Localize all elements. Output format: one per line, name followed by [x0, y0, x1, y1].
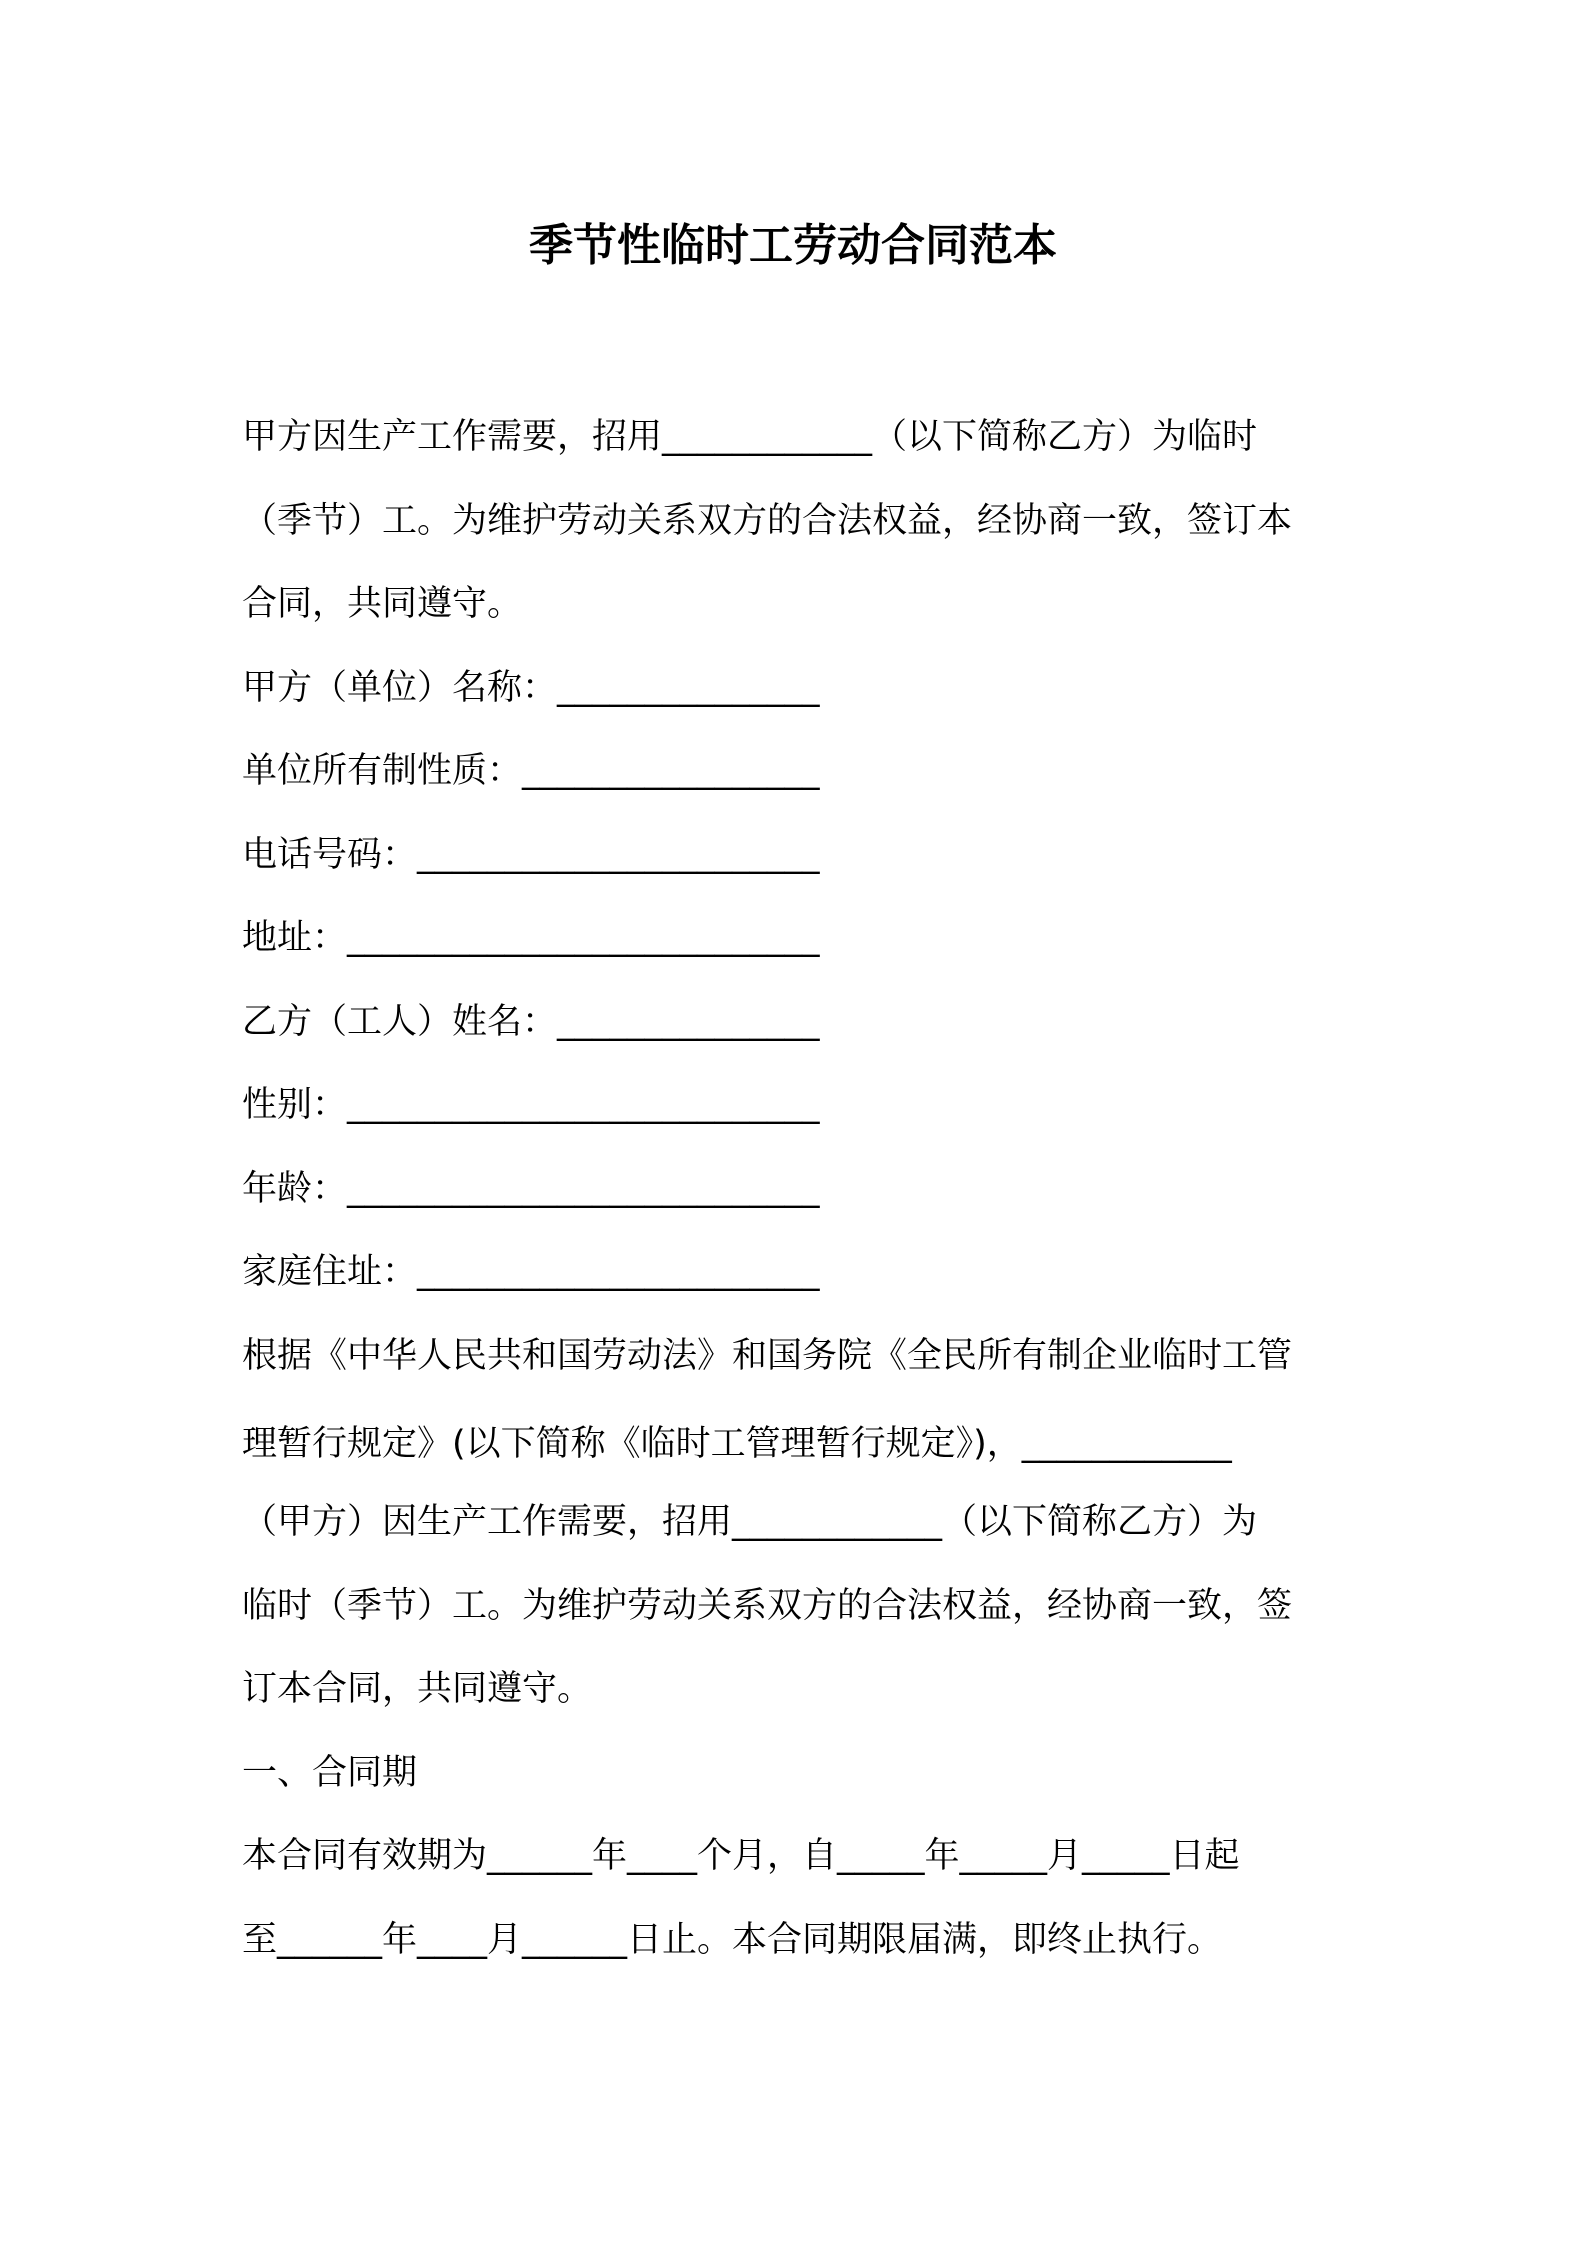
field-phone: 电话号码：_______________________: [242, 835, 820, 875]
field-gender: 性别：___________________________: [242, 1085, 820, 1125]
section-heading: 一、合同期: [242, 1753, 418, 1793]
field-party-a-name: 甲方（单位）名称：_______________: [242, 668, 820, 708]
paragraph-line: 理暂行规定》(以下简称《临时工管理暂行规定》)，____________: [242, 1424, 1232, 1464]
paragraph-line: 本合同有效期为______年____个月，自_____年_____月_____日起: [242, 1836, 1240, 1876]
field-age: 年龄：___________________________: [242, 1169, 820, 1209]
paragraph-line: 甲方因生产工作需要，招用____________（以下简称乙方）为临时: [242, 417, 1258, 457]
document-title: 季节性临时工劳动合同范本: [529, 220, 1057, 271]
paragraph-line: （季节）工。为维护劳动关系双方的合法权益，经协商一致，签订本: [242, 501, 1293, 541]
paragraph-line: （甲方）因生产工作需要，招用____________（以下简称乙方）为: [242, 1502, 1258, 1542]
field-party-b-name: 乙方（工人）姓名：_______________: [242, 1002, 820, 1042]
paragraph-line: 临时（季节）工。为维护劳动关系双方的合法权益，经协商一致，签: [242, 1586, 1293, 1626]
paragraph-line: 至______年____月______日止。本合同期限届满，即终止执行。: [242, 1920, 1223, 1960]
field-ownership-type: 单位所有制性质：_________________: [242, 751, 820, 791]
field-home-address: 家庭住址：_______________________: [242, 1252, 820, 1292]
paragraph-line: 合同，共同遵守。: [242, 584, 523, 624]
field-address: 地址：___________________________: [242, 918, 820, 958]
paragraph-line: 根据《中华人民共和国劳动法》和国务院《全民所有制企业临时工管: [242, 1336, 1293, 1376]
paragraph-line: 订本合同，共同遵守。: [242, 1669, 593, 1709]
